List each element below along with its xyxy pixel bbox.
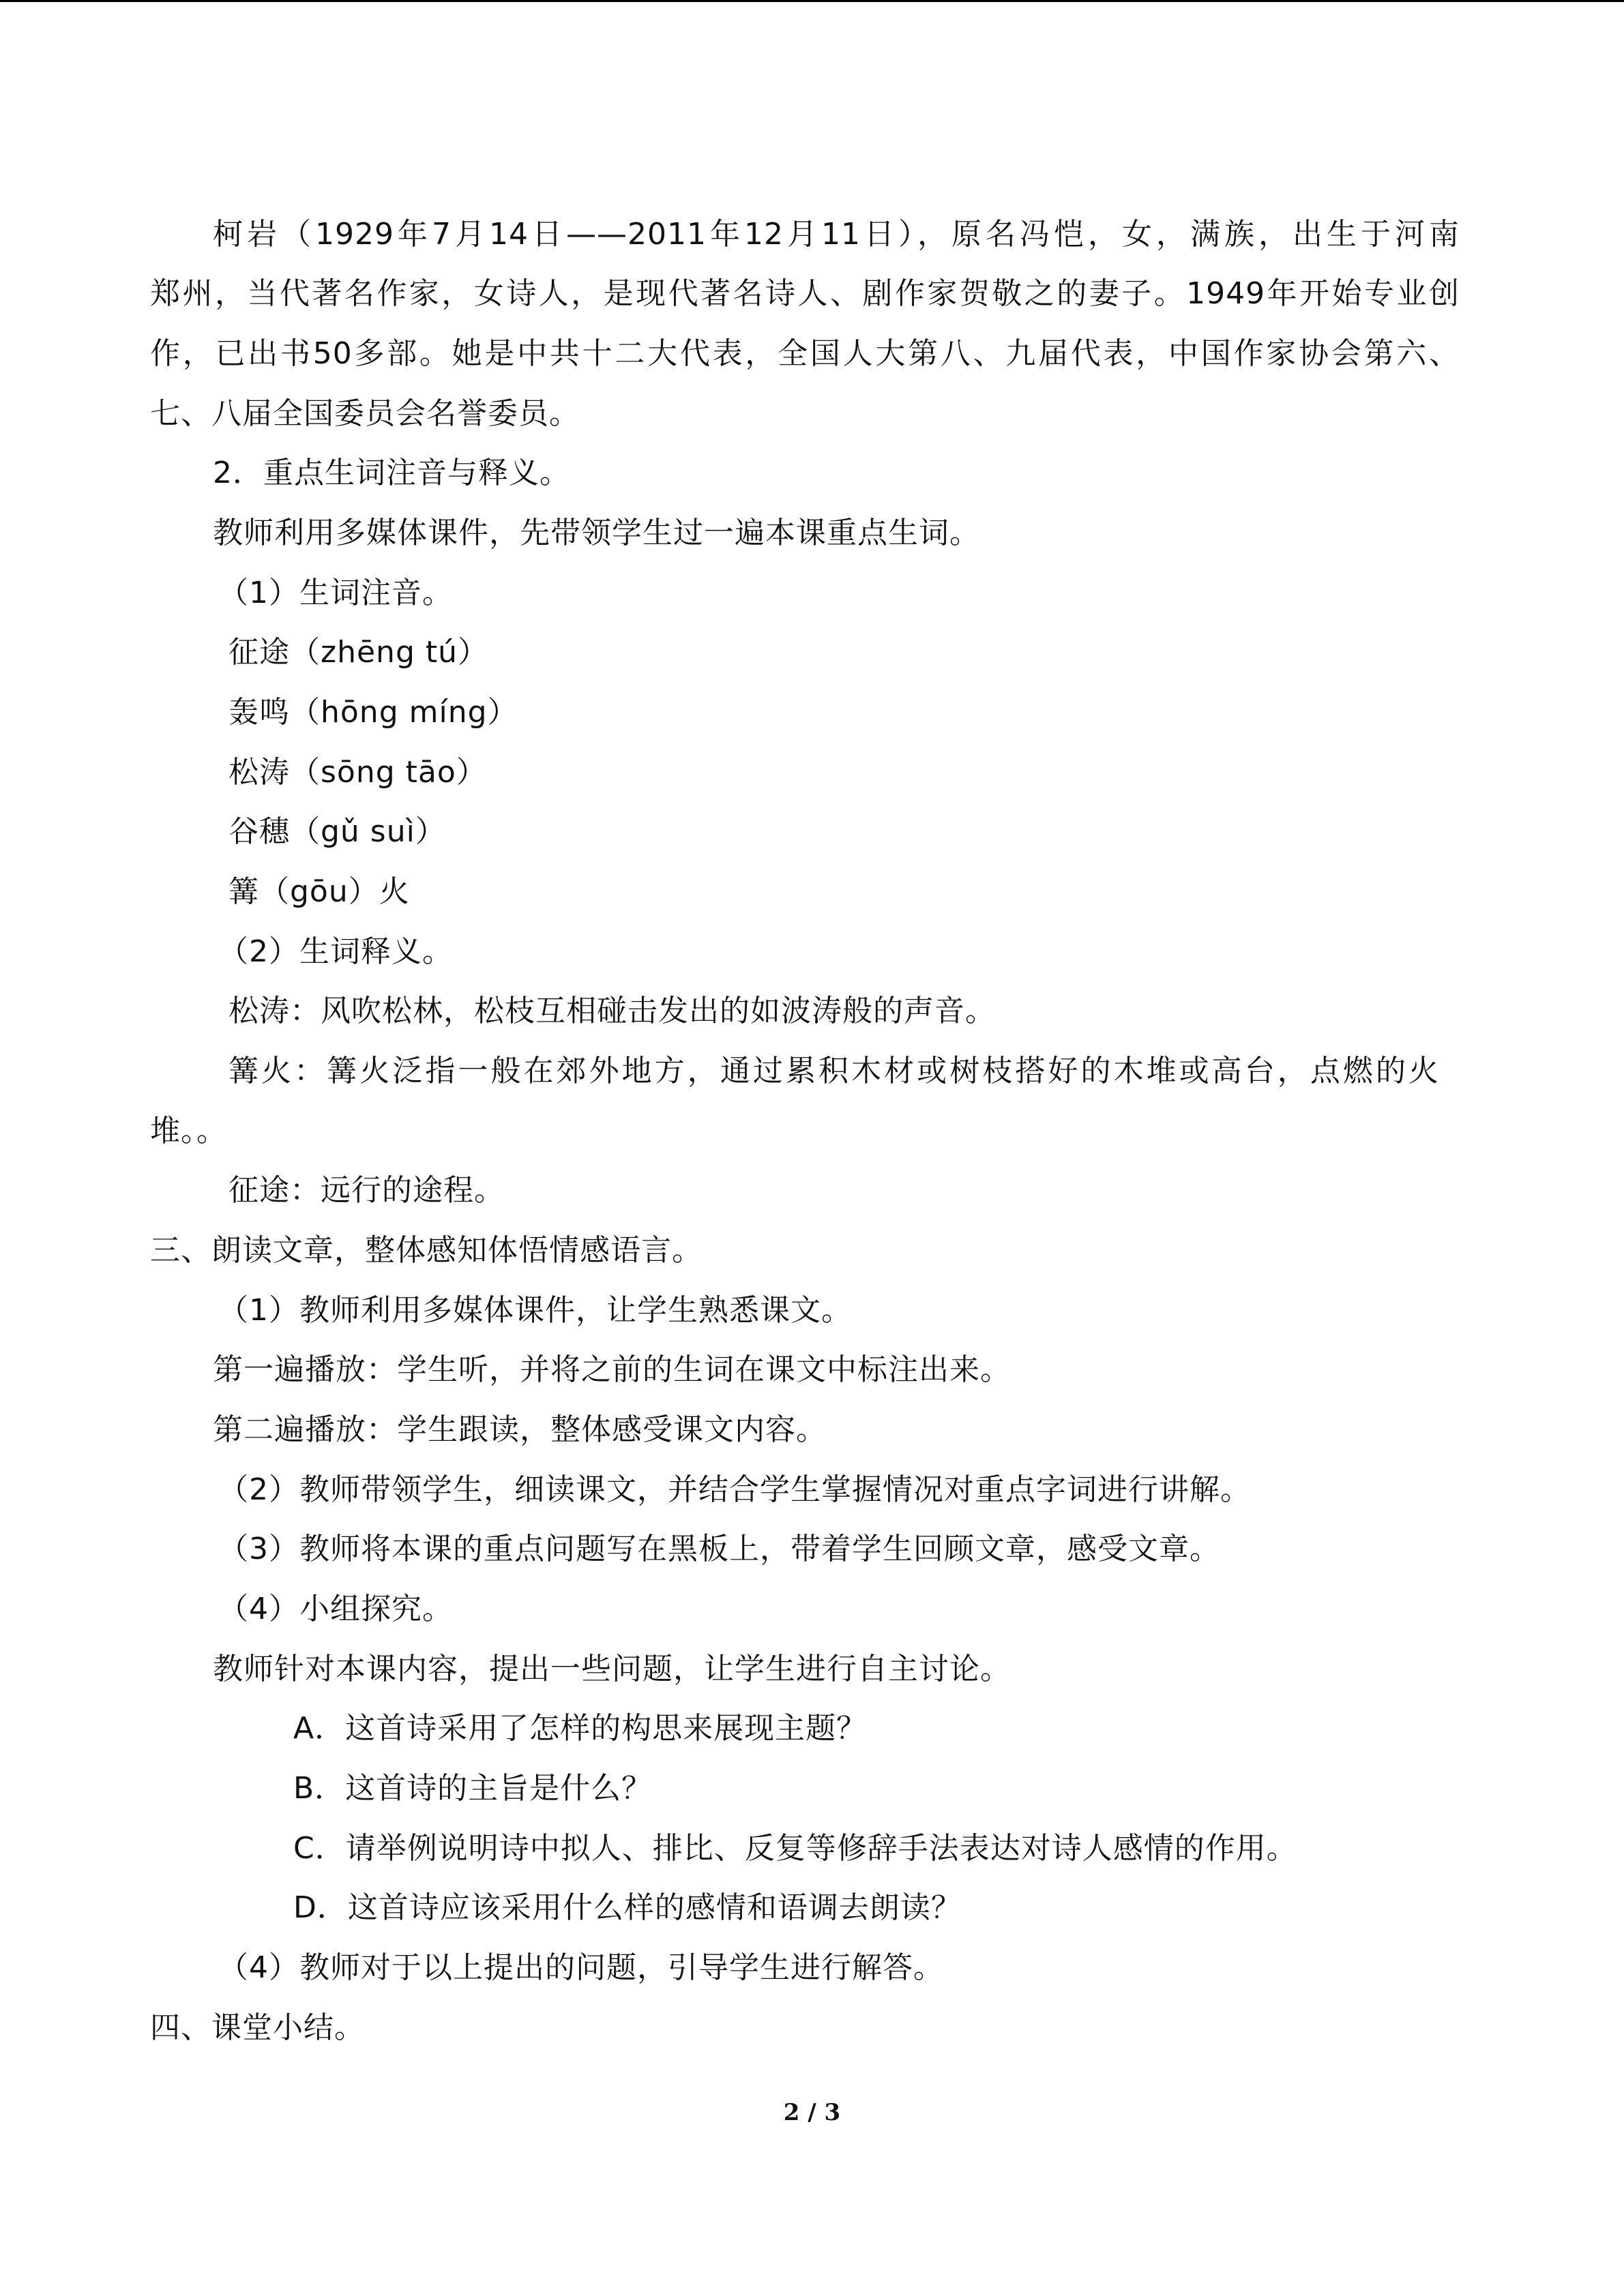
question-item: D．这首诗应该采用什么样的感情和语调去朗读？ xyxy=(293,1890,962,1925)
section-heading: 四、课堂小结。 xyxy=(150,2010,365,2045)
top-border-line xyxy=(0,0,1624,2)
question-item: C．请举例说明诗中拟人、排比、反复等修辞手法表达对诗人感情的作用。 xyxy=(293,1831,1297,1866)
definition-item: 篝火：篝火泛指一般在郊外地方，通过累积木材或树枝搭好的木堆或高台，点燃的火 xyxy=(228,1054,1439,1088)
paragraph-line: 郑州，当代著名作家，女诗人，是现代著名诗人、剧作家贺敬之的妻子。1949年开始专业创 xyxy=(150,276,1460,311)
paragraph-line: 柯岩（1929年7月14日——2011年12月11日），原名冯恺，女，满族，出生于河南 xyxy=(213,217,1460,252)
vocab-item: 征途（zhēng tú） xyxy=(228,635,488,670)
paragraph-line: （4）教师对于以上提出的问题，引导学生进行解答。 xyxy=(218,1950,944,1985)
paragraph-line: （2）教师带领学生，细读课文，并结合学生掌握情况对重点字词进行讲解。 xyxy=(218,1472,1251,1507)
page-number: 2 / 3 xyxy=(783,2099,841,2126)
definition-item: 堆。。 xyxy=(150,1114,227,1148)
paragraph-line: 作，已出书50多部。她是中共十二大代表，全国人大第八、九届代表，中国作家协会第六、 xyxy=(150,336,1460,371)
paragraph-line: 教师利用多媒体课件，先带领学生过一遍本课重点生词。 xyxy=(213,516,980,550)
subsection-heading: （1）生词注音。 xyxy=(218,576,453,610)
paragraph-line: 七、八届全国委员会名誉委员。 xyxy=(150,396,580,431)
vocab-item: 松涛（sōng tāo） xyxy=(228,755,487,790)
vocab-item: 轰鸣（hōng míng） xyxy=(228,695,518,730)
paragraph-line: 第一遍播放：学生听，并将之前的生词在课文中标注出来。 xyxy=(213,1352,1011,1387)
paragraph-line: 教师针对本课内容，提出一些问题，让学生进行自主讨论。 xyxy=(213,1652,1011,1686)
vocab-item: 谷穗（gǔ suì） xyxy=(228,814,446,849)
section-heading: 2．重点生词注音与释义。 xyxy=(213,456,570,490)
definition-item: 征途：远行的途程。 xyxy=(228,1173,505,1208)
paragraph-line: 第二遍播放：学生跟读，整体感受课文内容。 xyxy=(213,1412,827,1447)
definition-item: 松涛：风吹松林，松枝互相碰击发出的如波涛般的声音。 xyxy=(228,994,996,1028)
section-heading: 三、朗读文章，整体感知体悟情感语言。 xyxy=(150,1233,703,1268)
subsection-heading: （2）生词释义。 xyxy=(218,934,453,969)
vocab-item: 篝（gōu）火 xyxy=(228,874,410,909)
paragraph-line: （4）小组探究。 xyxy=(218,1592,453,1626)
paragraph-line: （1）教师利用多媒体课件，让学生熟悉课文。 xyxy=(218,1293,852,1328)
paragraph-line: （3）教师将本课的重点问题写在黑板上，带着学生回顾文章，感受文章。 xyxy=(218,1532,1220,1566)
question-item: A．这首诗采用了怎样的构思来展现主题？ xyxy=(293,1711,868,1746)
question-item: B．这首诗的主旨是什么？ xyxy=(293,1771,653,1806)
